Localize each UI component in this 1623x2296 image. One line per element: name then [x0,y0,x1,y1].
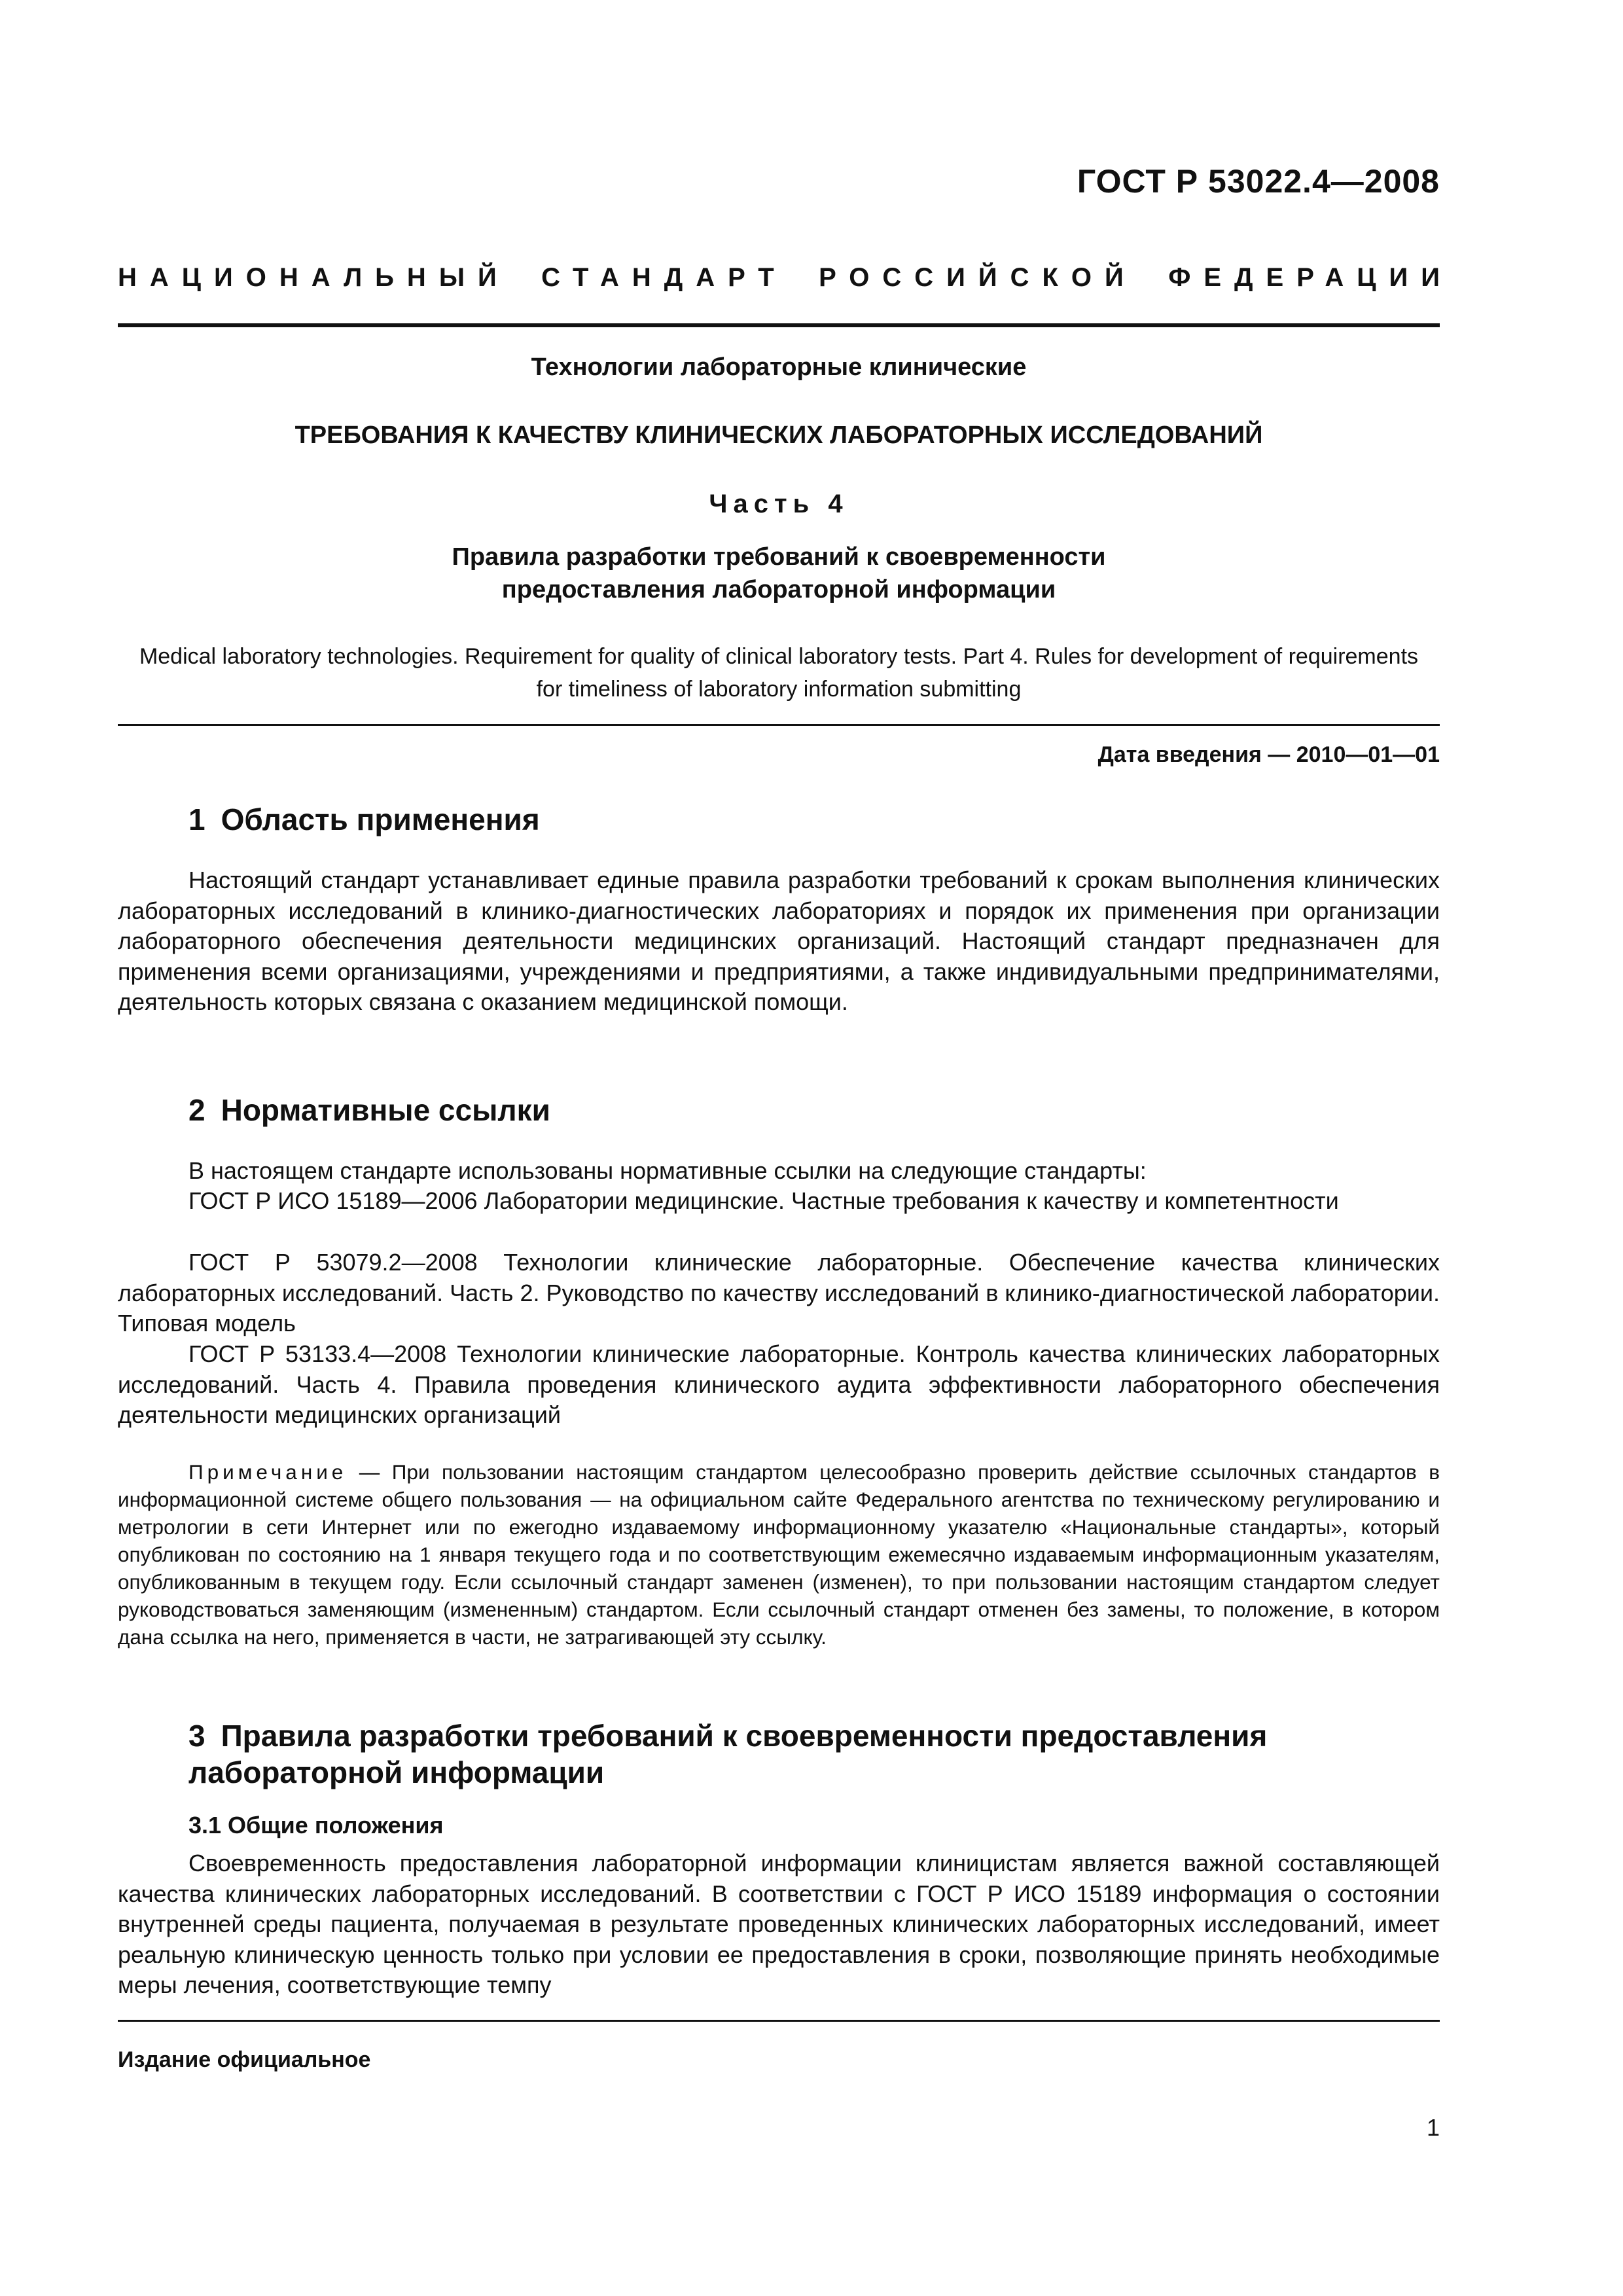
national-standard-heading [118,263,1453,293]
section-1-text: Настоящий стандарт устанавливает единые правила разработки требований к срокам выполнения клинических лабораторных исследований в клинико-диагностических лабораториях и порядок их применения при организации лабораторного обеспечения деятельности медицинских организаций. Настоящий стандарт предназначен для применения всеми организациями, учреждениями и предприятиями, а также индивидуальными предпринимателями, деятельность которых связана с оказанием медицинской помощи. [118,867,1440,1015]
page-number: 1 [1426,2114,1440,2141]
reference-item: ГОСТ Р 53133.4—2008 Технологии клинические лабораторные. Контроль качества клинических лабораторных исследований. Часть 4. Правила проведения клинического аудита эффективности лабораторного обеспечения деятельности медицинских организаций [118,1340,1440,1428]
section-3-heading [188,1717,1440,1791]
section-1-heading [188,801,540,838]
subsection-heading: 3.1 Общие положения [188,1812,444,1839]
section-number: 1 [188,802,205,836]
introduction-date: Дата введения — 2010—01—01 [1097,742,1440,767]
references-intro: В настоящем стандарте использованы нормативные ссылки на следующие стандарты: [188,1157,1147,1184]
national-word: НАЦИОНАЛЬНЫЙ [118,263,510,292]
title-divider [118,724,1440,726]
document-id: ГОСТ Р 53022.4—2008 [1077,163,1440,200]
title-line-2: ТРЕБОВАНИЯ К КАЧЕСТВУ КЛИНИЧЕСКИХ ЛАБОРАТОРНЫХ ИССЛЕДОВАНИЙ [294,422,1263,449]
national-word: СТАНДАРТ [541,263,787,292]
document-page [118,0,1453,2296]
reference-item: ГОСТ Р ИСО 15189—2006 Лаборатории медицинские. Частные требования к качеству и компетентности [188,1187,1339,1214]
title-english: Medical laboratory technologies. Requirement for quality of clinical laboratory tests. Part 4. Rules for development of requirements for timeliness of laboratory information submitting [139,644,1419,702]
note-text: — При пользовании настоящим стандартом целесообразно проверить действие ссылочных стандартов в информационной системе общего пользования — на официальном сайте Федерального агентства по техническому регулированию и метрологии в сети Интернет или по ежегодно издаваемому информационному указателю «Национальные стандарты», который опубликован по состоянию на 1 января текущего года и по соответствующим ежемесячно издаваемым информационным указателям, опубликованным в текущем году. Если ссылочный стандарт заменен (изменен), то при пользовании настоящим стандартом следует руководствоваться заменяющим (измененным) стандартом. Если ссылочный стандарт отменен без замены, то положение, в котором дана ссылка на него, применяется в части, не затрагивающей эту ссылку. [118,1460,1440,1649]
section-title: Нормативные ссылки [221,1093,550,1127]
national-word: ФЕДЕРАЦИИ [1168,263,1453,292]
title-part: Часть 4 [709,490,849,518]
title-subtitle: Правила разработки требований к своевременности предоставления лабораторной информации [452,543,1106,603]
section-title: Область применения [221,802,540,836]
section-3-text: Своевременность предоставления лабораторной информации клиницистам является важной составляющей качества клинических лабораторных исследований. В соответствии с ГОСТ Р ИСО 15189 информация о состоянии внутренней среды пациента, получаемая в результате проведенных клинических лабораторных исследований, имеет реальную клиническую ценность только при условии ее предоставления в сроки, позволяющие принять необходимые меры лечения, соответствующие темпу [118,1850,1440,1998]
reference-item: ГОСТ Р 53079.2—2008 Технологии клинические лабораторные. Обеспечение качества клинических лабораторных исследований. Часть 2. Руководство по качеству исследований в клинико-диагностической лаборатории. Типовая модель [118,1249,1440,1336]
section-number: 3 [188,1719,205,1753]
footer-divider [118,2020,1440,2022]
header-divider [118,323,1440,327]
title-line-1: Технологии лабораторные клинические [531,353,1027,381]
national-word: РОССИЙСКОЙ [819,263,1137,292]
section-2-heading [188,1092,550,1128]
references-note [118,1458,1440,1651]
section-title-continued: лабораторной информации [188,1755,605,1789]
note-label: Примечание [188,1460,348,1484]
section-number: 2 [188,1093,205,1127]
section-title: Правила разработки требований к своевременности предоставления [221,1719,1268,1753]
official-edition-label: Издание официальное [118,2047,371,2072]
